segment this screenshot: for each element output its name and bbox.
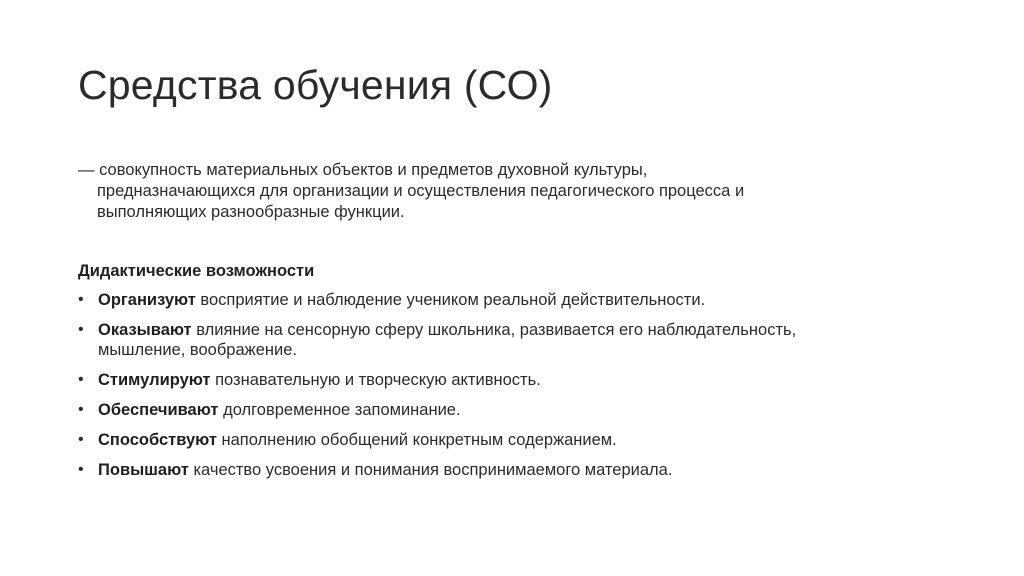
bullet-icon: • bbox=[78, 401, 84, 418]
bullet-text: качество усвоения и понимания воспринимаемого материала. bbox=[188, 461, 673, 479]
definition-line: предназначающихся для организации и осуществления педагогического процесса и bbox=[97, 182, 745, 200]
didactic-bullet-list bbox=[78, 290, 958, 490]
bullet-verb: Организуют bbox=[98, 291, 196, 309]
list-item bbox=[78, 460, 958, 480]
definition-line: выполняющих разнообразные функции. bbox=[97, 203, 405, 221]
list-item bbox=[78, 320, 958, 360]
list-item bbox=[78, 430, 958, 450]
bullet-icon: • bbox=[78, 431, 84, 448]
bullet-verb: Повышают bbox=[98, 461, 189, 479]
bullet-icon: • bbox=[78, 321, 84, 338]
bullet-text: познавательную и творческую активность. bbox=[210, 371, 541, 389]
bullet-text: наполнению обобщений конкретным содержанием. bbox=[216, 431, 617, 449]
list-item bbox=[78, 370, 958, 390]
list-item bbox=[78, 290, 958, 310]
bullet-verb: Оказывают bbox=[98, 321, 192, 339]
definition-line: — совокупность материальных объектов и предметов духовной культуры, bbox=[78, 161, 648, 179]
bullet-text: долговременное запоминание. bbox=[218, 401, 461, 419]
bullet-text: восприятие и наблюдение учеником реальной действительности. bbox=[195, 291, 706, 309]
didactic-subheading: Дидактические возможности bbox=[78, 262, 315, 280]
bullet-verb: Стимулируют bbox=[98, 371, 211, 389]
list-item bbox=[78, 400, 958, 420]
definition-text bbox=[78, 160, 938, 223]
bullet-icon: • bbox=[78, 291, 84, 308]
bullet-icon: • bbox=[78, 371, 84, 388]
bullet-text-continued: мышление, воображение. bbox=[98, 341, 297, 359]
bullet-verb: Обеспечивают bbox=[98, 401, 219, 419]
bullet-verb: Способствуют bbox=[98, 431, 217, 449]
bullet-icon: • bbox=[78, 461, 84, 478]
slide-title: Средства обучения (СО) bbox=[78, 62, 553, 108]
bullet-text: влияние на сенсорную сферу школьника, развивается его наблюдательность, bbox=[191, 321, 797, 339]
